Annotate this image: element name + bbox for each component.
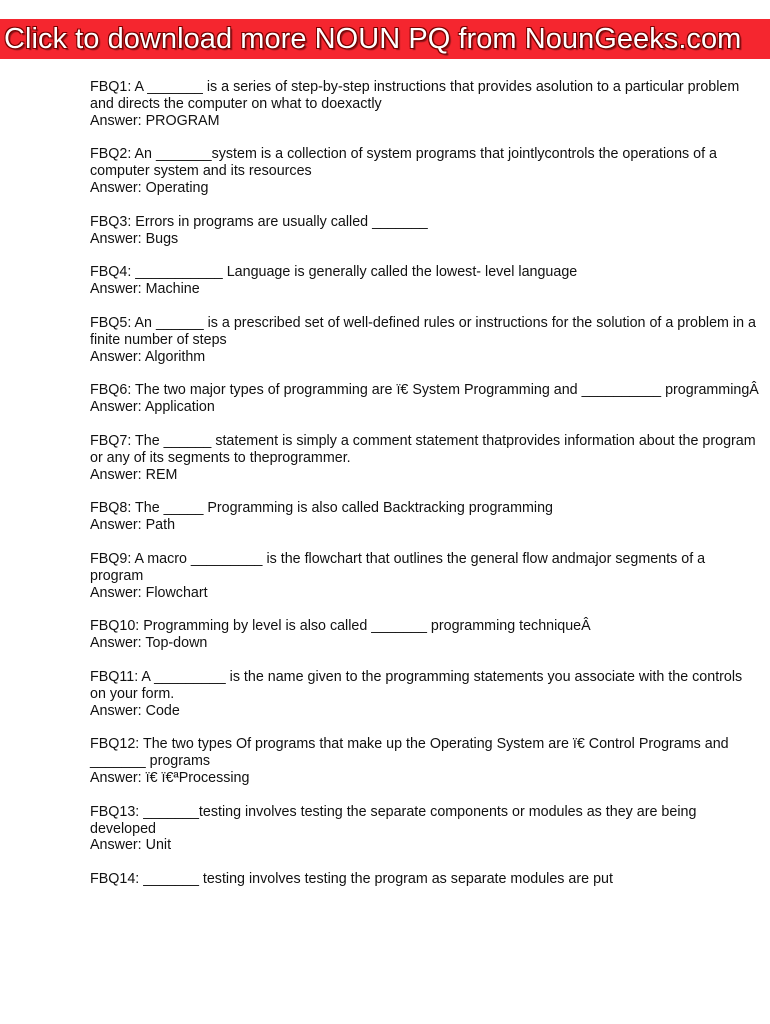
question-text: FBQ8: The _____ Programming is also called Backtracking programming (90, 500, 554, 517)
answer-text: Answer: Top-down (90, 635, 208, 652)
question-text: FBQ13: _______testing involves testing the separate components or modules as they are being developed (90, 803, 701, 837)
question-item (90, 146, 760, 196)
question-item (90, 79, 760, 129)
answer-text: Answer: Unit (90, 837, 172, 854)
question-text: FBQ2: An _______system is a collection of system programs that jointlycontrols the operations of a computer system and its resources (90, 146, 721, 180)
question-item (90, 264, 760, 298)
answer-text: Answer: Machine (90, 281, 200, 298)
answer-text: Answer: Path (90, 517, 176, 534)
answer-text: Answer: Code (90, 702, 180, 719)
question-text: FBQ9: A macro _________ is the flowchart that outlines the general flow andmajor segments of a program (90, 550, 710, 584)
question-list (90, 79, 760, 905)
question-text: FBQ5: An ______ is a prescribed set of well-defined rules or instructions for the solution of a problem in a finite number of steps (90, 314, 760, 348)
answer-text: Answer: ï€ ï€ªProcessing (90, 769, 250, 786)
question-text: FBQ4: ___________ Language is generally called the lowest- level language (90, 264, 578, 281)
question-item (90, 871, 760, 888)
banner-text: Click to download more NOUN PQ from NounGeeks.com (4, 23, 742, 55)
question-text: FBQ6: The two major types of programming are ï€ System Programming and __________ programmingÂ (90, 382, 759, 399)
question-item (90, 315, 760, 365)
answer-text: Answer: Bugs (90, 230, 179, 247)
question-item (90, 669, 760, 719)
question-text: FBQ1: A _______ is a series of step-by-step instructions that provides asolution to a particular problem and directs the computer on what to doexactly (90, 79, 744, 112)
question-item (90, 618, 760, 652)
question-text: FBQ12: The two types Of programs that make up the Operating System are ï€ Control Programs and _______ programs (90, 736, 733, 770)
question-text: FBQ7: The ______ statement is simply a comment statement thatprovides information about the program or any of its segments to theprogrammer. (90, 432, 760, 466)
question-text: FBQ3: Errors in programs are usually called _______ (90, 213, 428, 230)
answer-text: Answer: REM (90, 466, 178, 483)
answer-text: Answer: PROGRAM (90, 112, 220, 129)
answer-text: Answer: Application (90, 399, 215, 416)
question-text: FBQ10: Programming by level is also called _______ programming techniqueÂ (90, 618, 591, 635)
question-item (90, 736, 760, 786)
answer-text: Answer: Algorithm (90, 348, 206, 365)
question-item (90, 382, 760, 416)
question-item (90, 804, 760, 854)
question-text: FBQ11: A _________ is the name given to the programming statements you associate with the controls on your form. (90, 668, 747, 702)
question-item (90, 433, 760, 483)
question-text: FBQ14: _______ testing involves testing the program as separate modules are put (90, 871, 613, 888)
answer-text: Answer: Flowchart (90, 584, 208, 601)
question-item (90, 500, 760, 534)
download-banner-link[interactable] (0, 19, 770, 59)
question-item (90, 214, 760, 248)
question-item (90, 551, 760, 601)
answer-text: Answer: Operating (90, 179, 209, 196)
